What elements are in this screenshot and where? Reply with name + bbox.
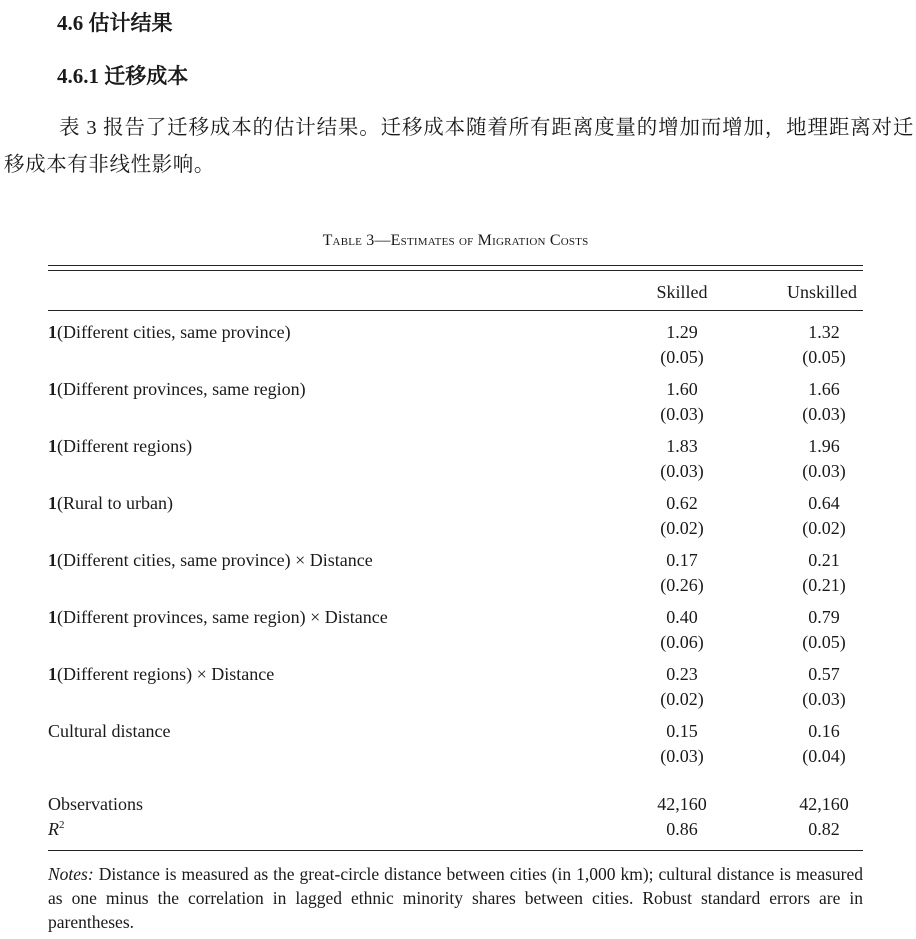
- row-label: [48, 548, 373, 572]
- estimate-unskilled: 0.21: [808, 550, 840, 570]
- indicator-symbol: 1: [48, 664, 57, 684]
- std-error-skilled: (0.26): [660, 575, 704, 595]
- column-header-skilled: Skilled: [656, 282, 708, 302]
- table-row: [48, 548, 863, 600]
- section-number: 4.6: [57, 11, 84, 35]
- estimate-skilled: 0.62: [666, 493, 698, 513]
- estimate-unskilled: 1.66: [808, 379, 840, 399]
- estimate-unskilled: 0.57: [808, 664, 840, 684]
- estimate-unskilled: 1.96: [808, 436, 840, 456]
- subsection-number: 4.6.1: [57, 64, 99, 88]
- estimate-skilled: 0.17: [666, 550, 698, 570]
- observations-skilled: 42,160: [657, 794, 707, 814]
- table-bottom-rule: [48, 850, 863, 851]
- row-label-text: (Different cities, same province): [57, 322, 291, 342]
- table-top-rule-2: [48, 270, 863, 271]
- estimate-skilled: 0.23: [666, 664, 698, 684]
- row-label: [48, 491, 173, 515]
- subsection-title: 迁移成本: [104, 64, 189, 88]
- r-squared-unskilled: 0.82: [808, 819, 840, 839]
- r-squared-label: [48, 817, 65, 841]
- section-heading: [57, 8, 173, 38]
- std-error-unskilled: (0.02): [802, 518, 846, 538]
- indicator-symbol: 1: [48, 493, 57, 513]
- r-squared-superscript: 2: [59, 819, 65, 831]
- table-caption: Table 3—Estimates of Migration Costs: [322, 232, 589, 249]
- indicator-symbol: 1: [48, 322, 57, 342]
- estimate-unskilled: 0.64: [808, 493, 840, 513]
- table-row: [48, 320, 863, 372]
- table-row: [48, 719, 863, 771]
- std-error-skilled: (0.03): [660, 746, 704, 766]
- std-error-skilled: (0.02): [660, 689, 704, 709]
- estimate-skilled: 0.40: [666, 607, 698, 627]
- row-label-text: (Rural to urban): [57, 493, 173, 513]
- r-squared-skilled: 0.86: [666, 819, 698, 839]
- row-label-text: (Different regions): [57, 436, 193, 456]
- notes-label: Notes:: [48, 864, 94, 884]
- row-label-text: (Different cities, same province) × Distance: [57, 550, 373, 570]
- section-title: 估计结果: [88, 11, 173, 35]
- std-error-unskilled: (0.05): [802, 347, 846, 367]
- estimate-skilled: 0.15: [666, 721, 698, 741]
- std-error-skilled: (0.05): [660, 347, 704, 367]
- estimate-skilled: 1.60: [666, 379, 698, 399]
- observations-unskilled: 42,160: [799, 794, 849, 814]
- row-label-text: (Different provinces, same region): [57, 379, 306, 399]
- observations-label: Observations: [48, 794, 143, 814]
- indicator-symbol: 1: [48, 607, 57, 627]
- std-error-skilled: (0.03): [660, 404, 704, 424]
- subsection-heading: [57, 61, 188, 91]
- estimate-unskilled: 0.79: [808, 607, 840, 627]
- row-label-text: (Different regions) × Distance: [57, 664, 275, 684]
- std-error-skilled: (0.06): [660, 632, 704, 652]
- row-label: [48, 605, 388, 629]
- table-notes: [48, 862, 863, 934]
- notes-text: Distance is measured as the great-circle distance between cities (in 1,000 km); cultural distance is measured as one minus the correlation in lagged ethnic minority shares between cities. Robust standard errors are in parentheses.: [48, 864, 863, 932]
- indicator-symbol: 1: [48, 550, 57, 570]
- std-error-skilled: (0.03): [660, 461, 704, 481]
- table-row: [48, 662, 863, 714]
- std-error-unskilled: (0.04): [802, 746, 846, 766]
- std-error-unskilled: (0.21): [802, 575, 846, 595]
- row-label: [48, 434, 192, 458]
- row-label: [48, 320, 291, 344]
- row-label-text: (Different provinces, same region) × Distance: [57, 607, 388, 627]
- std-error-skilled: (0.02): [660, 518, 704, 538]
- row-label: [48, 377, 306, 401]
- body-paragraph: 表 3 报告了迁移成本的估计结果。迁移成本随着所有距离度量的增加而增加，地理距离对迁移成本有非线性影响。: [4, 117, 914, 176]
- std-error-unskilled: (0.03): [802, 461, 846, 481]
- column-header-unskilled: Unskilled: [787, 282, 857, 302]
- row-label: [48, 662, 274, 686]
- table-row: [48, 605, 863, 657]
- indicator-symbol: 1: [48, 379, 57, 399]
- indicator-symbol: 1: [48, 436, 57, 456]
- std-error-unskilled: (0.03): [802, 404, 846, 424]
- std-error-unskilled: (0.05): [802, 632, 846, 652]
- row-label-text: Cultural distance: [48, 721, 171, 741]
- estimate-unskilled: 1.32: [808, 322, 840, 342]
- r-squared-symbol: R: [48, 819, 59, 839]
- estimate-skilled: 1.29: [666, 322, 698, 342]
- estimate-unskilled: 0.16: [808, 721, 840, 741]
- table-top-rule: [48, 265, 863, 266]
- std-error-unskilled: (0.03): [802, 689, 846, 709]
- estimate-skilled: 1.83: [666, 436, 698, 456]
- row-label: [48, 719, 170, 743]
- observations-row: [48, 792, 863, 816]
- r-squared-row: [48, 817, 863, 841]
- table-row: [48, 377, 863, 429]
- table-header-rule: [48, 310, 863, 311]
- table-row: [48, 491, 863, 543]
- table-row: [48, 434, 863, 486]
